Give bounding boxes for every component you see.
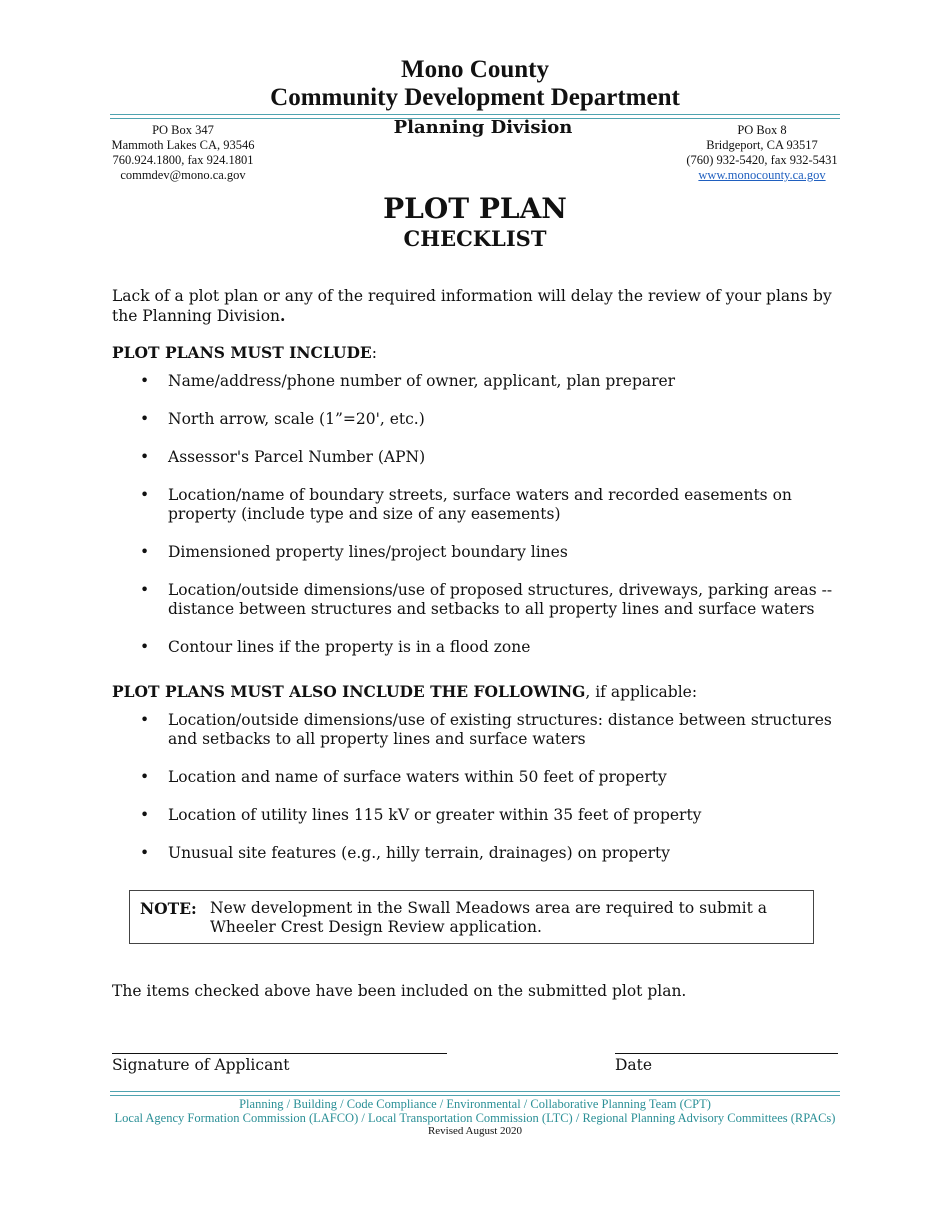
bullet-icon: • — [140, 768, 150, 786]
list-item — [112, 486, 847, 524]
conditional-heading-text: PLOT PLANS MUST ALSO INCLUDE THE FOLLOWING — [112, 682, 586, 701]
bullet-icon: • — [140, 581, 150, 599]
list-item-text: Location/name of boundary streets, surface waters and recorded easements on property (include type and size of any easements) — [168, 486, 792, 523]
bullet-icon: • — [140, 638, 150, 656]
list-item-text: Name/address/phone number of owner, applicant, plan preparer — [168, 372, 676, 390]
footer-programs: Planning / Building / Code Compliance / Environmental / Collaborative Planning Team (CPT) — [239, 1097, 711, 1111]
address-line: PO Box 8 — [737, 123, 787, 137]
page-title: PLOT PLAN — [383, 192, 567, 225]
conditional-section-heading — [112, 682, 697, 701]
required-heading-suffix: : — [371, 344, 377, 362]
bullet-icon: • — [140, 448, 150, 466]
required-items-list — [112, 372, 847, 657]
list-item — [112, 638, 847, 657]
list-item — [112, 844, 847, 863]
note-label: NOTE: — [140, 899, 197, 918]
address-line: PO Box 347 — [152, 123, 214, 137]
list-item — [112, 768, 847, 787]
date-line[interactable] — [615, 1053, 838, 1054]
revision-date: Revised August 2020 — [427, 1125, 523, 1137]
footer-commissions: Local Agency Formation Commission (LAFCO) / Local Transportation Commission (LTC) / Regional Planning Advisory Committees (RPACs) — [114, 1111, 836, 1125]
required-heading-text: PLOT PLANS MUST INCLUDE — [112, 343, 372, 362]
bullet-icon: • — [140, 543, 150, 561]
note-text: New development in the Swall Meadows area are required to submit a Wheeler Crest Design Review application. — [210, 899, 768, 936]
intro-text: Lack of a plot plan or any of the required information will delay the review of your plans by the Planning Division — [112, 287, 832, 325]
list-item-text: Location/outside dimensions/use of proposed structures, driveways, parking areas -- distance between structures and setbacks to all property lines and surface waters — [168, 581, 833, 618]
list-item — [112, 372, 847, 391]
list-item — [112, 806, 847, 825]
address-line: Bridgeport, CA 93517 — [706, 138, 818, 152]
address-line: Mammoth Lakes CA, 93546 — [111, 138, 255, 152]
conditional-heading-suffix: , if applicable: — [585, 683, 698, 701]
bullet-icon: • — [140, 486, 150, 504]
date-label: Date — [615, 1056, 653, 1074]
bullet-icon: • — [140, 806, 150, 824]
org-name: Mono County — [401, 56, 549, 83]
intro-period: . — [280, 306, 286, 325]
phone-line: (760) 932-5420, fax 932-5431 — [686, 153, 838, 167]
mammoth-office-address — [108, 123, 258, 183]
footer-divider — [110, 1091, 840, 1096]
list-item-text: Dimensioned property lines/project boundary lines — [168, 543, 568, 561]
list-item — [112, 711, 847, 749]
phone-line: 760.924.1800, fax 924.1801 — [112, 153, 254, 167]
conditional-items-list — [112, 711, 847, 863]
list-item-text: Unusual site features (e.g., hilly terrain, drainages) on property — [168, 844, 670, 862]
website-link[interactable]: www.monocounty.ca.gov — [698, 168, 826, 182]
list-item — [112, 581, 847, 619]
list-item — [112, 543, 847, 562]
list-item-text: Contour lines if the property is in a flood zone — [168, 638, 531, 656]
list-item — [112, 448, 847, 467]
division-name: Planning Division — [393, 117, 573, 138]
signature-label: Signature of Applicant — [112, 1056, 290, 1074]
email-line: commdev@mono.ca.gov — [120, 168, 246, 182]
department-name: Community Development Department — [270, 84, 680, 111]
list-item — [112, 410, 847, 429]
list-item-text: Assessor's Parcel Number (APN) — [168, 448, 426, 466]
bullet-icon: • — [140, 711, 150, 729]
list-item-text: Location and name of surface waters within 50 feet of property — [168, 768, 667, 786]
intro-paragraph — [112, 287, 847, 326]
page-subtitle: CHECKLIST — [403, 226, 547, 251]
list-item-text: Location of utility lines 115 kV or greater within 35 feet of property — [168, 806, 702, 824]
confirmation-statement: The items checked above have been included on the submitted plot plan. — [112, 982, 687, 1000]
bridgeport-office-address — [680, 123, 844, 183]
bullet-icon: • — [140, 844, 150, 862]
bullet-icon: • — [140, 410, 150, 428]
bullet-icon: • — [140, 372, 150, 390]
signature-line[interactable] — [112, 1053, 447, 1054]
list-item-text: North arrow, scale (1”=20', etc.) — [168, 410, 425, 428]
list-item-text: Location/outside dimensions/use of existing structures: distance between structures and setbacks to all property lines and surface waters — [168, 711, 832, 748]
required-section-heading — [112, 343, 377, 362]
